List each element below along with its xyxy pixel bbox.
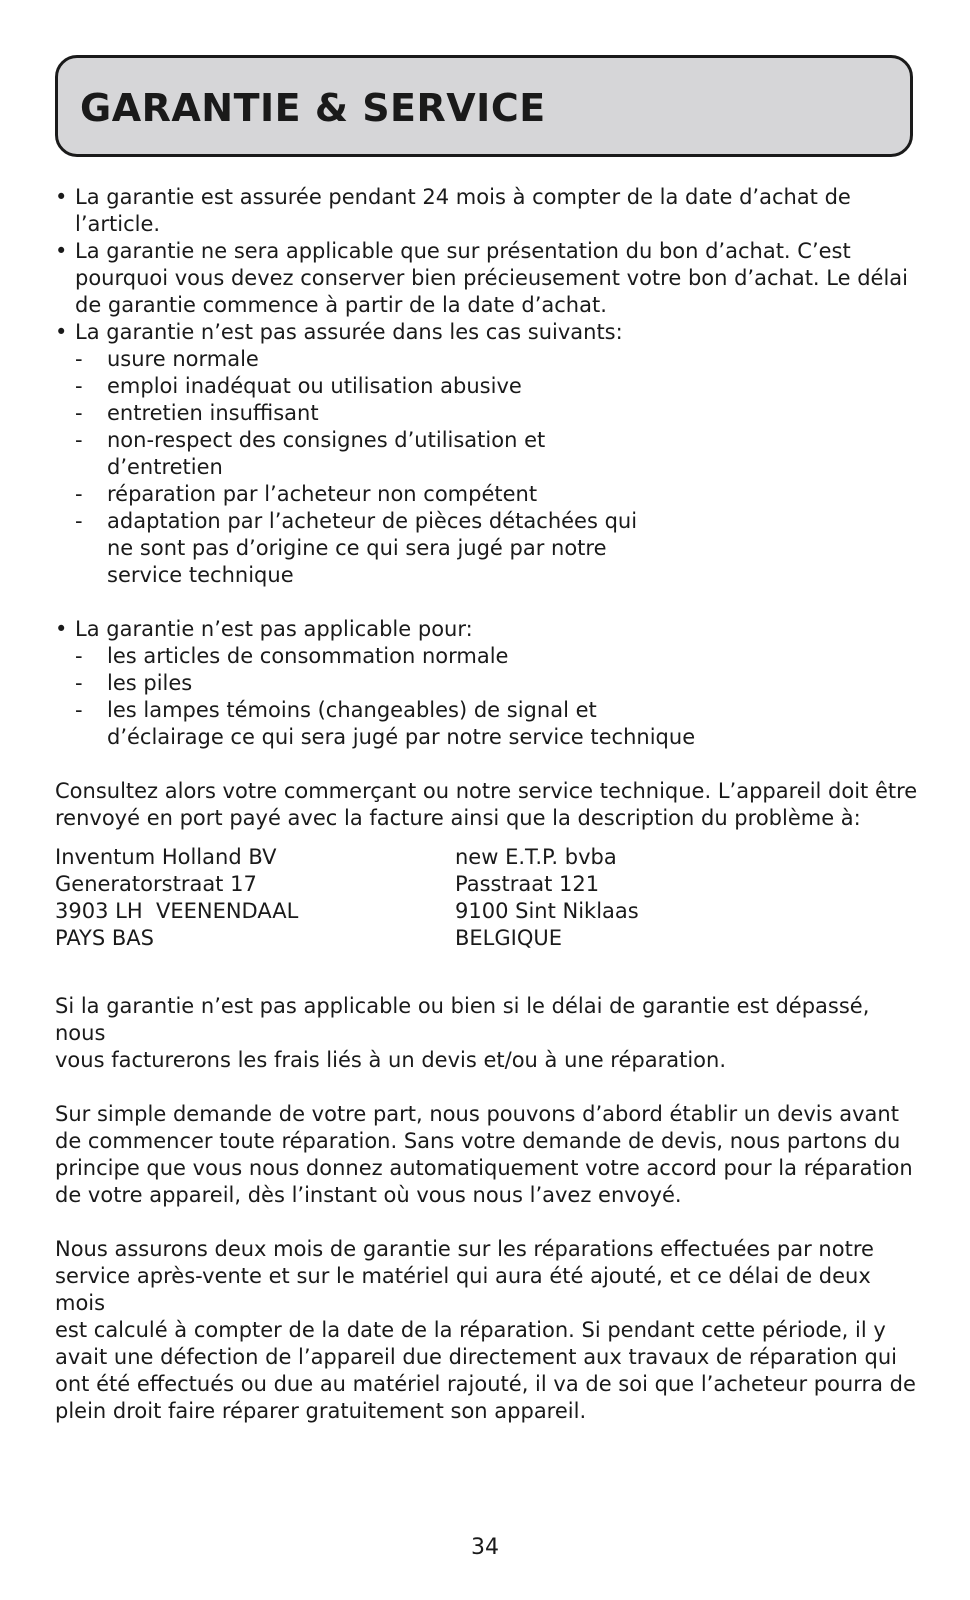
- spacer: [55, 979, 923, 993]
- list-item: [55, 346, 923, 373]
- list-item-line: les lampes témoins (changeables) de signal et: [107, 698, 597, 722]
- warranty-bullet-receipt: [55, 238, 923, 319]
- paragraph-line: Nous assurons deux mois de garantie sur les réparations effectuées par notre: [55, 1237, 874, 1261]
- paragraph-line: Consultez alors votre commerçant ou notre service technique. L’appareil doit être: [55, 779, 918, 803]
- list-item: [55, 643, 923, 670]
- address-line: Passtraat 121: [455, 872, 600, 896]
- paragraph-line: vous facturerons les frais liés à un devis et/ou à une réparation.: [55, 1048, 726, 1072]
- list-item-line: les piles: [107, 671, 193, 695]
- address-line: 3903 LH VEENENDAAL: [55, 899, 299, 923]
- bullet-mark: •: [55, 617, 68, 641]
- spacer: [55, 1074, 923, 1101]
- address-line: 9100 Sint Niklaas: [455, 899, 639, 923]
- paragraph-line: Si la garantie n’est pas applicable ou bien si le délai de garantie est dépassé, nous: [55, 994, 870, 1045]
- paragraph-line: service après-vente et sur le matériel qui aura été ajouté, et ce délai de deux mois: [55, 1264, 871, 1315]
- dash-mark: -: [75, 644, 83, 668]
- main-content: [55, 184, 923, 1425]
- address-belgium: [455, 844, 855, 952]
- spacer: [55, 1209, 923, 1236]
- list-item: [55, 373, 923, 400]
- dash-mark: -: [75, 401, 83, 425]
- bullet-line: La garantie n’est pas assurée dans les cas suivants:: [75, 320, 623, 344]
- address-line: PAYS BAS: [55, 926, 154, 950]
- paragraph-line: ont été effectués ou due au matériel rajouté, il va de soi que l’acheteur pourra de: [55, 1372, 916, 1396]
- list-item-line: usure normale: [107, 347, 259, 371]
- list-item-line: les articles de consommation normale: [107, 644, 509, 668]
- list-item: [55, 400, 923, 427]
- list-item-line: adaptation par l’acheteur de pièces détachées qui: [107, 509, 638, 533]
- not-applicable-list: [55, 643, 923, 751]
- list-item-line: ne sont pas d’origine ce qui sera jugé par notre: [107, 536, 607, 560]
- bullet-mark: •: [55, 185, 68, 209]
- address-netherlands: [55, 844, 455, 952]
- dash-mark: -: [75, 482, 83, 506]
- paragraph-line: est calculé à compter de la date de la réparation. Si pendant cette période, il y: [55, 1318, 886, 1342]
- bullet-line: La garantie est assurée pendant 24 mois à compter de la date d’achat de: [75, 185, 851, 209]
- quote-paragraph: [55, 1101, 923, 1209]
- list-item: [55, 670, 923, 697]
- spacer: [55, 751, 923, 778]
- list-item: [55, 481, 923, 508]
- page-number: 34: [471, 1535, 499, 1560]
- service-addresses: [55, 844, 923, 952]
- paragraph-line: Sur simple demande de votre part, nous pouvons d’abord établir un devis avant: [55, 1102, 899, 1126]
- list-item-line: entretien insuffisant: [107, 401, 319, 425]
- paragraph-line: plein droit faire réparer gratuitement son appareil.: [55, 1399, 587, 1423]
- warranty-bullet-exclusions: [55, 319, 923, 346]
- list-item-line: emploi inadéquat ou utilisation abusive: [107, 374, 522, 398]
- paragraph-line: renvoyé en port payé avec la facture ainsi que la description du problème à:: [55, 806, 861, 830]
- bullet-line: de garantie commence à partir de la date d’achat.: [75, 293, 607, 317]
- spacer: [55, 589, 923, 616]
- warranty-bullet-duration: [55, 184, 923, 238]
- dash-mark: -: [75, 671, 83, 695]
- paragraph-line: de commencer toute réparation. Sans votre demande de devis, nous partons du: [55, 1129, 901, 1153]
- dash-mark: -: [75, 698, 83, 722]
- list-item-line: d’éclairage ce qui sera jugé par notre service technique: [107, 725, 696, 749]
- spacer: [55, 952, 923, 979]
- list-item: [55, 508, 923, 589]
- dash-mark: -: [75, 428, 83, 452]
- bullet-mark: •: [55, 239, 68, 263]
- repair-warranty-paragraph: [55, 1236, 923, 1425]
- address-line: BELGIQUE: [455, 926, 563, 950]
- spacer: [55, 832, 923, 844]
- address-line: Generatorstraat 17: [55, 872, 257, 896]
- bullet-line: La garantie ne sera applicable que sur présentation du bon d’achat. C’est: [75, 239, 851, 263]
- list-item: [55, 427, 923, 481]
- list-item-line: d’entretien: [107, 455, 223, 479]
- dash-mark: -: [75, 509, 83, 533]
- title-box: [55, 55, 913, 157]
- billing-paragraph: [55, 993, 923, 1074]
- dash-mark: -: [75, 347, 83, 371]
- consult-paragraph: [55, 778, 923, 832]
- paragraph-line: principe que vous nous donnez automatiquement votre accord pour la réparation: [55, 1156, 913, 1180]
- list-item-line: réparation par l’acheteur non compétent: [107, 482, 538, 506]
- paragraph-line: de votre appareil, dès l’instant où vous nous l’avez envoyé.: [55, 1183, 682, 1207]
- address-line: new E.T.P. bvba: [455, 845, 617, 869]
- bullet-line: l’article.: [75, 212, 161, 236]
- dash-mark: -: [75, 374, 83, 398]
- address-line: Inventum Holland BV: [55, 845, 277, 869]
- exclusions-list: [55, 346, 923, 589]
- list-item-line: non-respect des consignes d’utilisation et: [107, 428, 546, 452]
- bullet-mark: •: [55, 320, 68, 344]
- page-title: GARANTIE & SERVICE: [80, 86, 546, 130]
- list-item-line: service technique: [107, 563, 294, 587]
- bullet-line: pourquoi vous devez conserver bien précieusement votre bon d’achat. Le délai: [75, 266, 908, 290]
- warranty-bullet-not-applicable: [55, 616, 923, 643]
- list-item: [55, 697, 923, 751]
- paragraph-line: avait une défection de l’appareil due directement aux travaux de réparation qui: [55, 1345, 898, 1369]
- bullet-line: La garantie n’est pas applicable pour:: [75, 617, 473, 641]
